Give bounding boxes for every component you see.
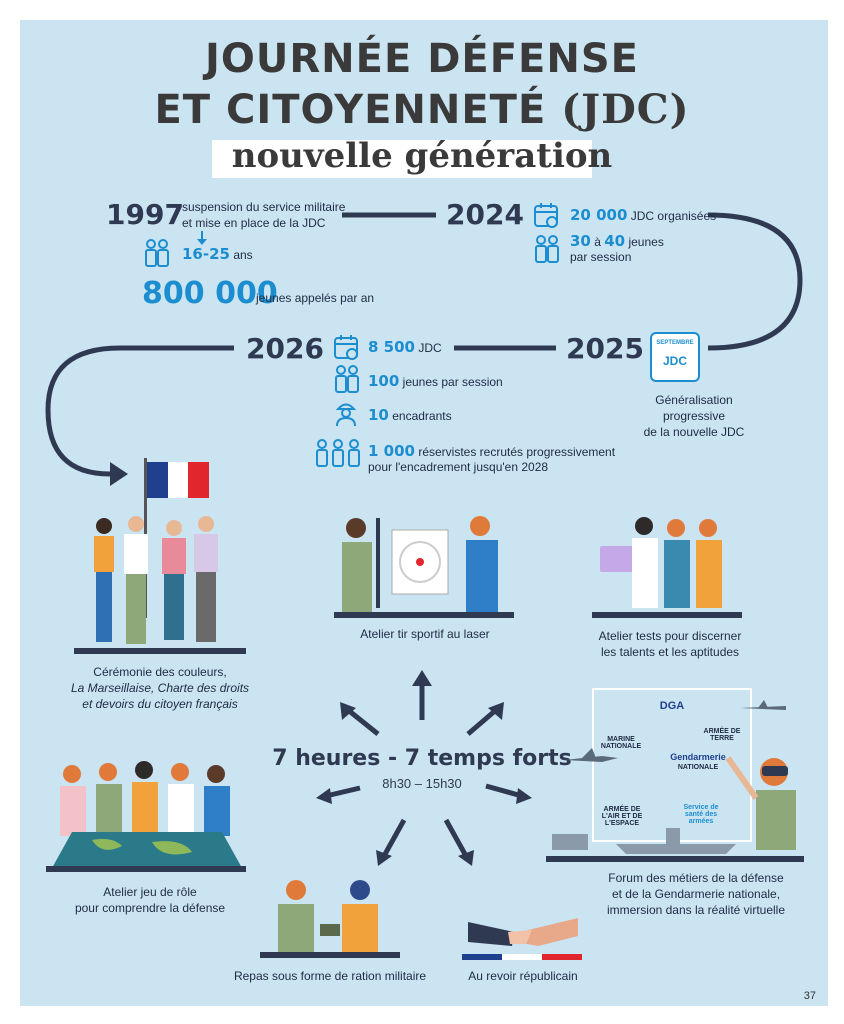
tests-illustration: [596, 516, 736, 612]
text-2025: [624, 392, 764, 440]
calendar-2025: [650, 332, 700, 382]
stat-1997-age: [182, 245, 253, 263]
caption-jeu-line1: Atelier jeu de rôle: [103, 885, 197, 899]
logo-sante: Service de santé des armées: [683, 804, 719, 825]
stat-2026-reservistes-text: réservistes recrutés progressivement: [418, 445, 616, 459]
caption-tests-line2: les talents et les aptitudes: [600, 645, 740, 659]
stat-2024-jdc: [570, 206, 716, 224]
center-time: 8h30 – 15h30: [382, 776, 462, 791]
stat-2026-jeunes-text: jeunes par session: [402, 375, 503, 389]
caption-ceremonie-line2: La Marseillaise, Charte des droits: [70, 681, 250, 695]
stat-2024-max: 40: [604, 232, 626, 250]
calendar-label: JDC: [662, 354, 687, 368]
stat-2024-jeunes: [570, 232, 664, 250]
caption-jeu-line2: pour comprendre la défense: [74, 901, 226, 915]
title-line-1: JOURNÉE DÉFENSE: [204, 36, 639, 82]
subtitle: nouvelle génération: [231, 136, 613, 176]
big-number-1997-unit: jeunes appelés par an: [256, 291, 375, 305]
text-2025-line2: de la nouvelle JDC: [643, 425, 745, 439]
age-range: 16-25: [182, 245, 230, 263]
year-2025: 2025: [566, 332, 644, 365]
stat-2024-a: à: [594, 235, 601, 249]
big-number-1997: 800 000: [142, 276, 278, 311]
year-1997: 1997: [106, 198, 184, 231]
stat-2024-session: par session: [570, 250, 632, 264]
stat-2024-jdc-text: JDC organisées: [630, 209, 717, 223]
plane-icon: [738, 698, 788, 718]
ground-repas: [260, 952, 400, 958]
year-2026: 2026: [246, 332, 324, 365]
logo-terre: ARMÉE DE TERRE: [703, 728, 741, 742]
handshake-illustration: [468, 912, 588, 952]
stat-2026-encadrants-value: 10: [368, 406, 389, 424]
arrow-up-icon: [412, 670, 432, 686]
ships-vehicles-illustration: [546, 818, 746, 858]
stat-2026-jeunes-value: 100: [368, 372, 400, 390]
vr-person-illustration: [722, 748, 812, 858]
laser-shooting-illustration: [334, 512, 514, 612]
people-icon: [532, 234, 562, 264]
ground-ceremony: [74, 648, 246, 654]
page-number: 37: [803, 990, 816, 1002]
caption-forum: [596, 870, 796, 918]
ground-tests: [592, 612, 742, 618]
soldier-icon: [334, 400, 358, 426]
text-2025-line1: Généralisation progressive: [655, 393, 733, 423]
logo-air: ARMÉE DE L'AIR ET DE L'ESPACE: [601, 806, 643, 827]
arrow-down-icon: [196, 231, 208, 245]
ground-forum: [546, 856, 804, 862]
stat-2026-jdc-text: JDC: [418, 341, 442, 355]
stat-2026-encadrants: [368, 406, 452, 424]
caption-tests: [590, 628, 750, 660]
stat-2026-reservistes-text2: pour l'encadrement jusqu'en 2028: [368, 460, 549, 474]
stat-2026-jeunes: [368, 372, 503, 390]
caption-revoir: Au revoir républicain: [468, 969, 578, 983]
tricolor-band: [462, 954, 582, 960]
stat-2026-jdc-value: 8 500: [368, 338, 415, 356]
logo-marine: MARINE NATIONALE: [600, 736, 642, 750]
text-1997-line1: suspension du service militaire: [182, 200, 346, 214]
title-line-2-text: ET CITOYENNETÉ: [154, 87, 547, 133]
caption-ceremonie-line3: et devoirs du citoyen français: [82, 697, 238, 711]
calendar-icon: [532, 200, 562, 230]
stat-2024-jdc-value: 20 000: [570, 206, 628, 224]
logo-gendarmerie-sub: NATIONALE: [677, 764, 719, 771]
french-flag: [147, 462, 209, 498]
caption-ceremonie: [50, 664, 270, 712]
caption-forum-line3: immersion dans la réalité virtuelle: [606, 903, 786, 917]
year-2024: 2024: [446, 198, 524, 231]
calendar-icon: [332, 332, 362, 362]
caption-jeu: [50, 884, 250, 916]
text-1997-line2: et mise en place de la JDC: [182, 216, 326, 230]
caption-forum-line1: Forum des métiers de la défense: [608, 871, 784, 885]
stat-2024-jeunes-text: jeunes: [628, 235, 664, 249]
caption-forum-line2: et de la Gendarmerie nationale,: [611, 887, 781, 901]
age-unit: ans: [233, 248, 253, 262]
calendar-month: SEPTEMBRE: [656, 340, 694, 346]
caption-repas: Repas sous forme de ration militaire: [233, 969, 427, 983]
meal-illustration: [264, 876, 394, 956]
logo-dga: DGA: [659, 700, 685, 712]
ground-jeu: [46, 866, 246, 872]
caption-tir: Atelier tir sportif au laser: [360, 627, 490, 641]
ground-tir: [334, 612, 514, 618]
stat-2024-min: 30: [570, 232, 591, 250]
fighter-jet-icon: [562, 744, 622, 774]
stat-2026-reservistes-value: 1 000: [368, 442, 415, 460]
group-icon: [314, 438, 362, 468]
caption-tests-line1: Atelier tests pour discerner: [598, 629, 742, 643]
title-abbr: (JDC): [561, 86, 690, 133]
logo-gendarmerie: Gendarmerie: [670, 752, 726, 762]
ceremony-people-illustration: [84, 512, 234, 652]
stat-2026-encadrants-text: encadrants: [392, 409, 452, 423]
people-icon: [142, 238, 172, 268]
stat-2026-jdc: [368, 338, 442, 356]
stat-2026-reservistes: [368, 442, 615, 460]
center-title: 7 heures - 7 temps forts: [272, 746, 572, 771]
role-play-illustration: [42, 760, 252, 870]
people-icon: [332, 364, 362, 394]
caption-ceremonie-line1: Cérémonie des couleurs,: [93, 665, 227, 679]
